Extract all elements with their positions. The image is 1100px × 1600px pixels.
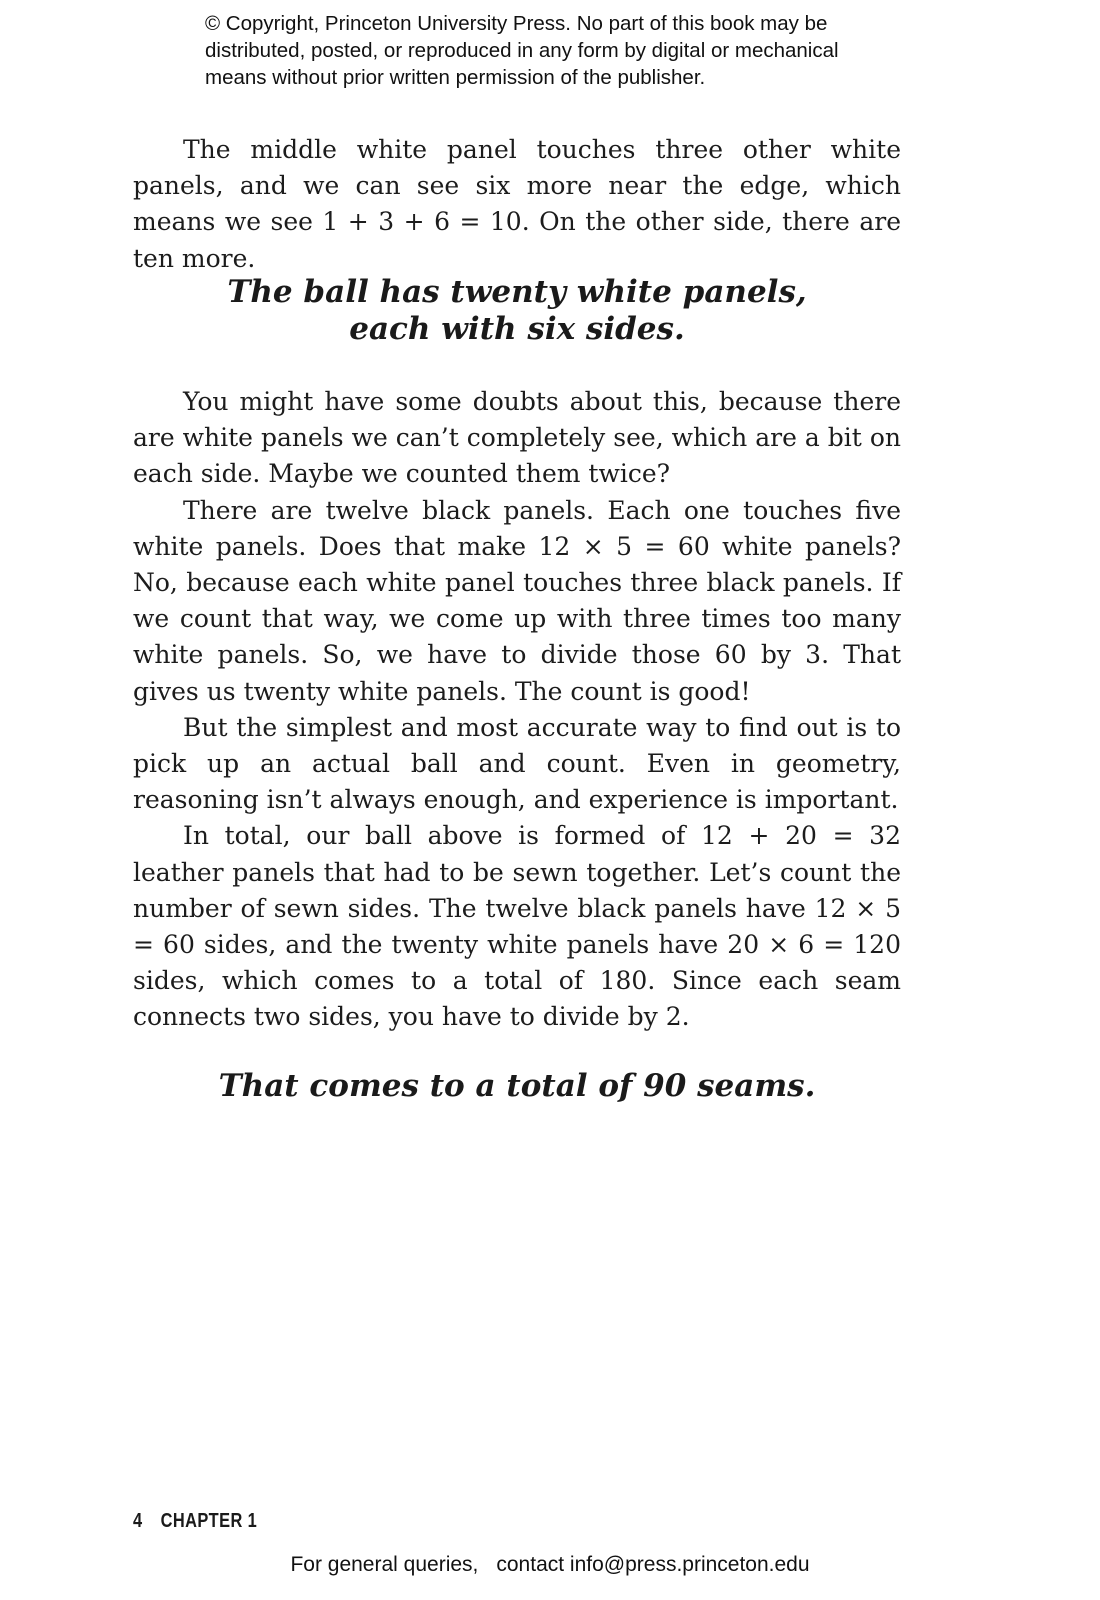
body-text-top [133, 132, 901, 277]
paragraph: In total, our ball above is formed of 12 + 20 = 32 leather panels that had to be sewn together. Let’s count the number of sewn sides. The twelve black panels have 12 × 5 = 60 sides, and the twenty white panels have 20 × 6 = 120 sides, which comes to a total of 180. Since each seam connects two sides, you have to divide by 2. [133, 821, 901, 1032]
copyright-line-2: distributed, posted, or reproduced in any form by digital or mechanical [205, 39, 839, 62]
page-number: 4 [133, 1510, 143, 1532]
body-text-main [133, 384, 901, 1036]
copyright-notice [205, 10, 905, 91]
queries-contact: contact info@press.princeton.edu [496, 1553, 810, 1576]
emphasis-line-1: The ball has twenty white panels, [227, 274, 807, 310]
chapter-label: CHAPTER 1 [160, 1510, 258, 1532]
paragraph: The middle white panel touches three other white panels, and we can see six more near the edge, which means we see 1 + 3 + 6 = 10. On the other side, there are ten more. [133, 135, 901, 273]
emphasis-statement-panels [133, 274, 901, 348]
copyright-line-3: means without prior written permission of the publisher. [205, 66, 706, 89]
emphasis-line-2: each with six sides. [349, 311, 685, 347]
paragraph: You might have some doubts about this, because there are white panels we can’t completely see, which are a bit on each side. Maybe we counted them twice? [133, 387, 901, 489]
copyright-line-1: © Copyright, Princeton University Press. No part of this book may be [205, 12, 828, 35]
paragraph: But the simplest and most accurate way to find out is to pick up an actual ball and count. Even in geometry, reasoning isn’t always enough, and experience is important. [133, 712, 901, 815]
queries-footer [0, 1553, 1100, 1577]
paragraph: There are twelve black panels. Each one touches five white panels. Does that make 12 × 5 = 60 white panels? No, because each white panel touches three black panels. If we count that way, we come up with three times too many white panels. So, we have to divide those 60 by 3. That gives us twenty white panels. The count is good! [133, 495, 901, 706]
page-folio [133, 1510, 257, 1533]
emphasis-statement-seams: That comes to a total of 90 seams. [218, 1068, 816, 1104]
queries-label: For general queries, [290, 1553, 479, 1576]
